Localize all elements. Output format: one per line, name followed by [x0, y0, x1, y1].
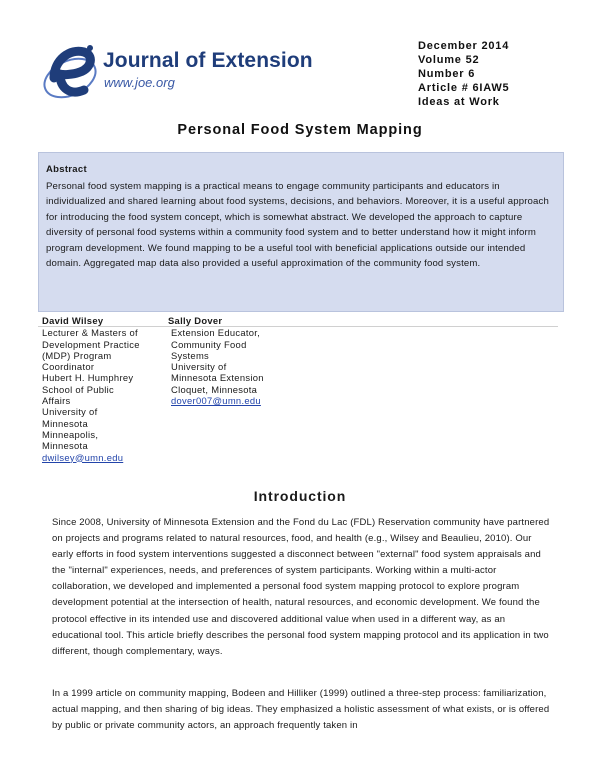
journal-url[interactable]: www.joe.org [104, 75, 175, 90]
article-title: Personal Food System Mapping [177, 122, 423, 138]
abstract-box [38, 152, 564, 312]
author-affiliation [168, 327, 283, 406]
affiliation-line: Coordinator [42, 361, 95, 373]
affiliation-line: Extension Educator, [171, 327, 261, 339]
author-email-link[interactable]: dwilsey@umn.edu [42, 451, 124, 463]
body-paragraph: Since 2008, University of Minnesota Extension and the Fond du Lac (FDL) Reservation community have partnered on projects and programs related to natural resources, food, and health (e.g., Wilsey and Beaulieu, 2010). Our early efforts in food system interventions suggested a disconnect between "external" food system appraisals and the "internal" experiences, needs, and preferences of system participants. Working within a multi-actor collaboration, we developed and implemented a personal food system mapping protocol to explore program development potential at the intersection of health, natural resources, and economic development. We found the protocol effective in its intended use and discovered additional value when used in a different way, as an educational tool. This article briefly describes the personal food system mapping protocol and its application in two different, though complementary, ways. [52, 517, 550, 657]
issue-number: Number 6 [418, 68, 476, 80]
affiliation-line: Lecturer & Masters of [42, 327, 138, 339]
abstract-heading: Abstract [46, 164, 87, 175]
issue-date: December 2014 [418, 40, 510, 52]
body-paragraph: In a 1999 article on community mapping, Bodeen and Hilliker (1999) outlined a three-step process: familiarization, actual mapping, and then sharing of big ideas. They emphasized a holistic assessment of what exists, or is offered by public or private community actors, an approach frequently taken in [52, 688, 550, 732]
journal-e-logo-icon [40, 38, 102, 104]
affiliation-line: Minnesota [42, 417, 88, 429]
affiliation-line: Minneapolis, [42, 428, 99, 440]
affiliation-line: Minnesota Extension [171, 372, 264, 384]
abstract-text: Personal food system mapping is a practical means to engage community participants and educators in individualized and shared learning about food systems, decisions, and behaviors. Moreover, it is a useful approach for introducing the food system concept, which is somewhat abstract. We developed the approach to capture diversity of personal food systems within a community food system and to better understand how it might inform program development. We found mapping to be a useful tool with beneficial applications outside our intended domain. Aggregated map data also provided a useful approximation of the community food system. [46, 181, 549, 270]
journal-name: Journal of Extension [103, 49, 313, 72]
affiliation-line: Affairs [42, 395, 71, 407]
article-category: Ideas at Work [418, 96, 500, 108]
author-name: Sally Dover [168, 315, 223, 326]
affiliation-line: (MDP) Program [42, 349, 112, 361]
affiliation-line: School of Public [42, 383, 115, 395]
issue-meta [418, 39, 509, 109]
section-heading-introduction: Introduction [253, 488, 347, 504]
affiliation-line: Community Food [171, 338, 247, 350]
affiliation-line: Cloquet, Minnesota [171, 383, 258, 395]
author-name: David Wilsey [42, 315, 104, 326]
journal-logo[interactable] [40, 38, 340, 104]
author-affiliation [42, 327, 157, 451]
affiliation-line: Systems [171, 349, 210, 361]
issue-volume: Volume 52 [418, 54, 480, 66]
affiliation-line: Hubert H. Humphrey [42, 372, 134, 384]
affiliation-line: Minnesota [42, 440, 88, 452]
author-email-link[interactable]: dover007@umn.edu [171, 395, 261, 407]
affiliation-line: Development Practice [42, 338, 140, 350]
author-block-dover [168, 315, 283, 406]
affiliation-line: University of [42, 406, 98, 418]
author-block-wilsey [42, 315, 157, 463]
article-number: Article # 6IAW5 [418, 82, 510, 94]
affiliation-line: University of [171, 361, 227, 373]
